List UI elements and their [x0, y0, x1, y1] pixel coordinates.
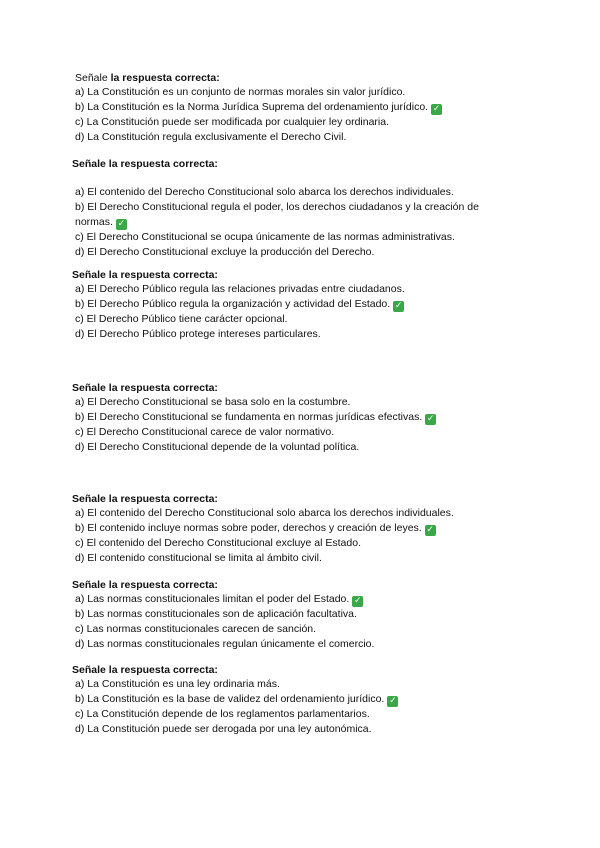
question-1 — [72, 71, 542, 145]
check-mark-icon: ✓ — [432, 104, 441, 114]
option-text: d) La Constitución regula exclusivamente el Derecho Civil. — [75, 131, 347, 143]
question-title: Señale la respuesta correcta: — [72, 579, 218, 591]
option-a — [72, 592, 542, 607]
question-title: Señale la respuesta correcta: — [72, 158, 218, 170]
option-a — [72, 185, 542, 200]
question-title: Señale la respuesta correcta: — [72, 493, 218, 505]
option-text: a) Las normas constitucionales limitan el poder del Estado. — [75, 593, 350, 605]
question-2 — [72, 157, 542, 260]
option-b — [72, 297, 542, 312]
option-c — [72, 230, 542, 245]
option-text: d) El Derecho Constitucional depende de la voluntad política. — [75, 441, 360, 453]
option-c — [72, 707, 542, 722]
option-b — [72, 521, 542, 536]
option-c — [72, 536, 542, 551]
option-b — [72, 410, 542, 425]
option-a — [72, 506, 542, 521]
option-d — [72, 637, 542, 652]
option-d — [72, 130, 542, 145]
option-a — [72, 395, 542, 410]
question-7 — [72, 663, 542, 737]
option-text: a) La Constitución es un conjunto de normas morales sin valor jurídico. — [75, 86, 406, 98]
option-a — [72, 85, 542, 100]
check-mark-icon: ✓ — [354, 596, 362, 606]
check-mark-icon: ✓ — [394, 301, 403, 311]
question-4 — [72, 381, 542, 455]
option-text: a) El Derecho Público regula las relaciones privadas entre ciudadanos. — [75, 283, 405, 295]
option-c — [72, 115, 542, 130]
option-text: d) Las normas constitucionales regulan únicamente el comercio. — [75, 638, 375, 650]
question-3 — [72, 268, 542, 342]
option-text: b) El Derecho Constitucional se fundamenta en normas jurídicas efectivas. — [75, 411, 423, 423]
option-text: b) Las normas constitucionales son de aplicación facultativa. — [75, 608, 357, 620]
check-mark-icon: ✓ — [389, 696, 397, 706]
option-text: c) La Constitución depende de los reglamentos parlamentarios. — [75, 708, 370, 720]
option-d — [72, 245, 542, 260]
option-b — [72, 200, 515, 230]
option-text: b) El Derecho Constitucional regula el poder, los derechos ciudadanos y la creación de normas. — [75, 201, 479, 228]
option-text: b) El contenido incluye normas sobre poder, derechos y creación de leyes. — [75, 522, 422, 534]
question-6 — [72, 578, 542, 652]
option-text: c) La Constitución puede ser modificada por cualquier ley ordinaria. — [75, 116, 390, 128]
option-text: a) La Constitución es una ley ordinaria más. — [75, 678, 280, 690]
option-c — [72, 312, 542, 327]
question-title-prefix: Señale — [75, 72, 111, 84]
option-text: c) El Derecho Constitucional se ocupa únicamente de las normas administrativas. — [75, 231, 455, 243]
option-a — [72, 677, 542, 692]
option-d — [72, 722, 542, 737]
option-b — [72, 607, 542, 622]
option-d — [72, 440, 542, 455]
question-title — [72, 71, 542, 85]
option-text: c) Las normas constitucionales carecen de sanción. — [75, 623, 317, 635]
option-c — [72, 425, 542, 440]
option-d — [72, 327, 542, 342]
option-text: d) El Derecho Público protege intereses particulares. — [75, 328, 321, 340]
option-a — [72, 282, 542, 297]
check-mark-icon: ✓ — [117, 219, 126, 229]
check-mark-icon: ✓ — [426, 525, 434, 535]
question-title-bold: la respuesta correcta: — [110, 72, 220, 84]
question-title: Señale la respuesta correcta: — [72, 382, 218, 394]
check-mark-icon: ✓ — [426, 414, 435, 424]
question-title: Señale la respuesta correcta: — [72, 269, 218, 281]
option-text: b) El Derecho Público regula la organización y actividad del Estado. — [75, 298, 391, 310]
option-text: a) El contenido del Derecho Constitucional solo abarca los derechos individuales. — [75, 186, 454, 198]
option-text: b) La Constitución es la Norma Jurídica Suprema del ordenamiento jurídico. — [75, 101, 429, 113]
option-d — [72, 551, 542, 566]
option-text: a) El Derecho Constitucional se basa solo en la costumbre. — [75, 396, 351, 408]
option-text: d) La Constitución puede ser derogada por una ley autonómica. — [75, 723, 372, 735]
option-text: b) La Constitución es la base de validez del ordenamiento jurídico. — [75, 693, 385, 705]
option-b — [72, 100, 542, 115]
option-text: c) El Derecho Público tiene carácter opcional. — [75, 313, 288, 325]
question-title: Señale la respuesta correcta: — [72, 664, 218, 676]
option-text: c) El Derecho Constitucional carece de valor normativo. — [75, 426, 335, 438]
option-c — [72, 622, 542, 637]
option-b — [72, 692, 542, 707]
option-text: d) El contenido constitucional se limita al ámbito civil. — [75, 552, 322, 564]
option-text: c) El contenido del Derecho Constitucional excluye al Estado. — [75, 537, 361, 549]
option-text: d) El Derecho Constitucional excluye la producción del Derecho. — [75, 246, 375, 258]
question-5 — [72, 492, 542, 566]
option-text: a) El contenido del Derecho Constitucional solo abarca los derechos individuales. — [75, 507, 454, 519]
